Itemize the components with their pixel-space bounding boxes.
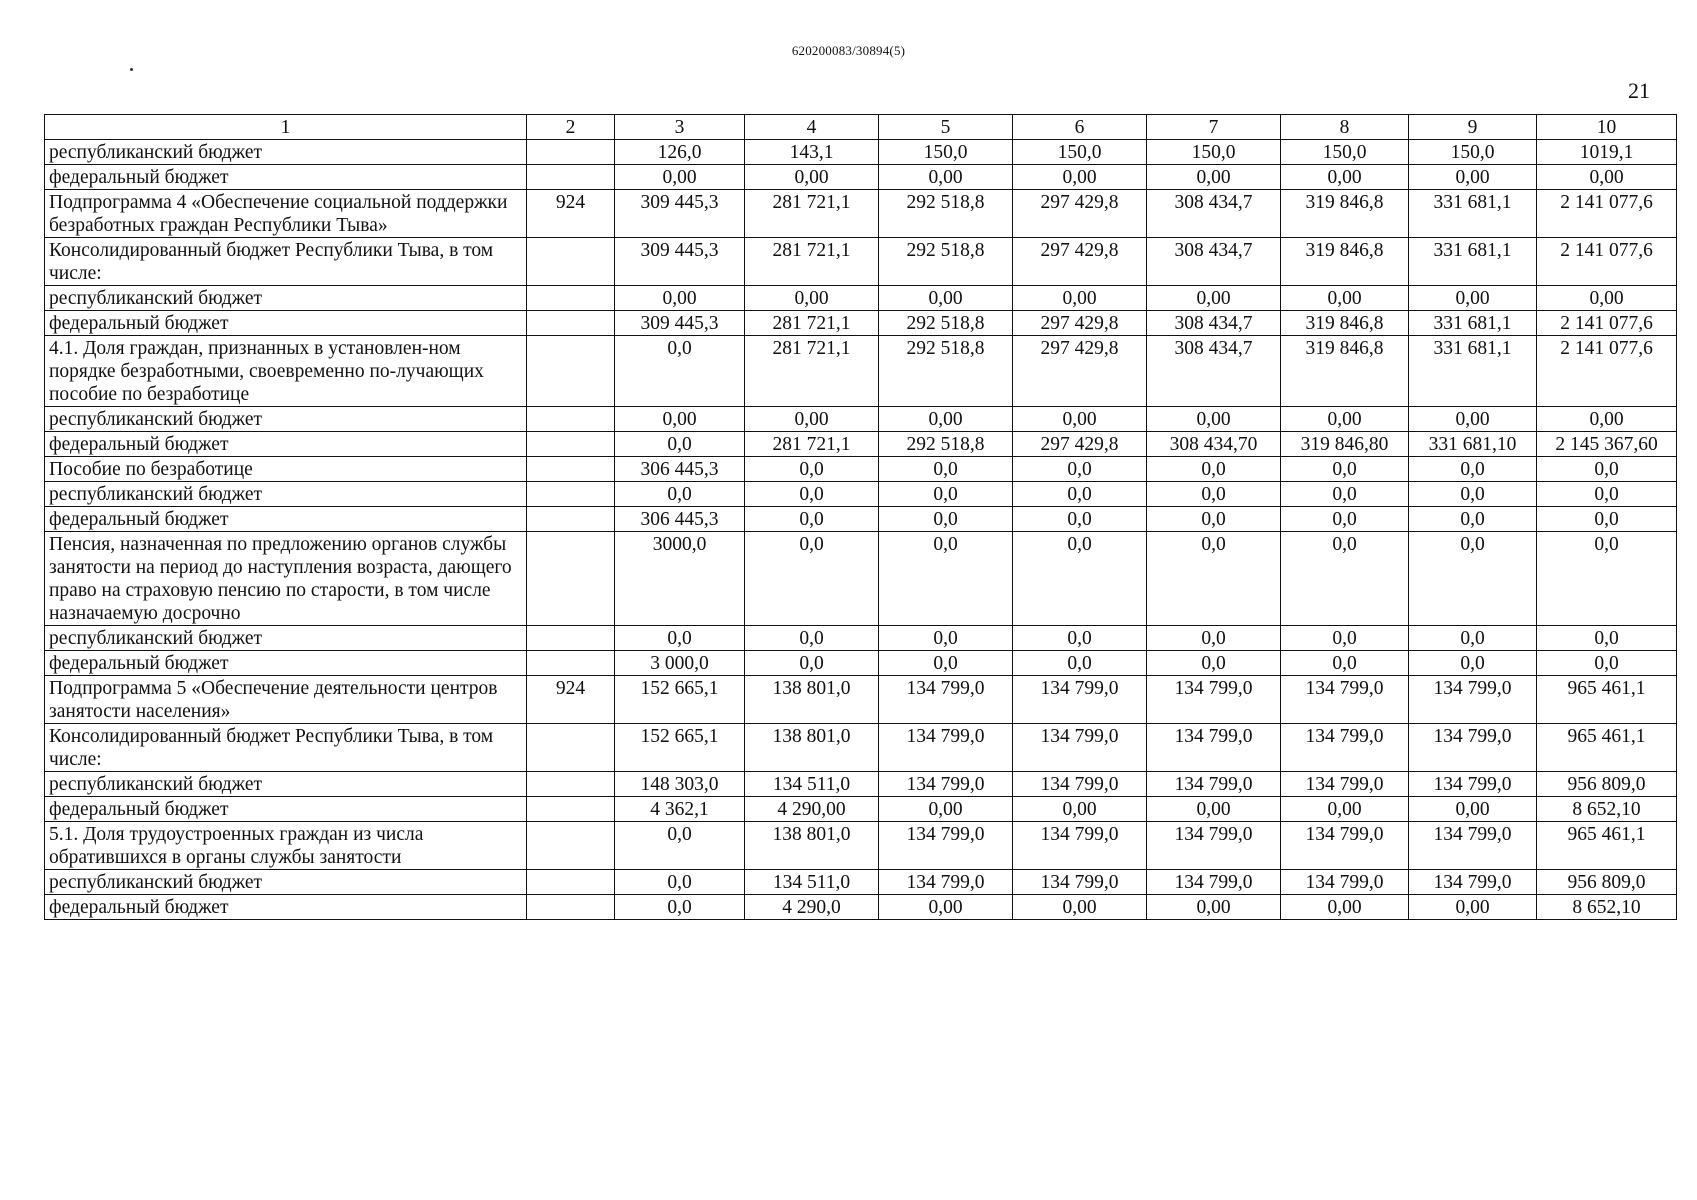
row-code <box>527 457 615 482</box>
row-value: 0,0 <box>879 482 1013 507</box>
page-number: 21 <box>1628 78 1650 103</box>
row-value: 309 445,3 <box>615 311 745 336</box>
row-value: 292 518,8 <box>879 311 1013 336</box>
row-value: 0,0 <box>1409 532 1537 626</box>
row-value: 0,00 <box>615 165 745 190</box>
row-value: 292 518,8 <box>879 432 1013 457</box>
row-value: 0,00 <box>615 407 745 432</box>
row-value: 2 145 367,60 <box>1537 432 1677 457</box>
row-value: 4 290,00 <box>745 797 879 822</box>
row-value: 319 846,80 <box>1281 432 1409 457</box>
row-value: 0,0 <box>1281 532 1409 626</box>
row-value: 134 799,0 <box>879 870 1013 895</box>
table-row <box>45 165 1677 190</box>
row-value: 956 809,0 <box>1537 870 1677 895</box>
row-value: 134 511,0 <box>745 772 879 797</box>
row-value: 134 799,0 <box>1013 676 1147 724</box>
row-value: 297 429,8 <box>1013 190 1147 238</box>
row-value: 0,00 <box>1409 895 1537 920</box>
row-value: 134 799,0 <box>1409 822 1537 870</box>
row-code <box>527 286 615 311</box>
row-value: 134 799,0 <box>1013 870 1147 895</box>
row-value: 0,00 <box>879 165 1013 190</box>
row-value: 150,0 <box>879 140 1013 165</box>
row-label: 4.1. Доля граждан, признанных в установлен-ном порядке безработными, своевременно по-лучающих пособие по безработице <box>45 336 527 407</box>
table-row <box>45 311 1677 336</box>
row-value: 0,0 <box>879 651 1013 676</box>
row-value: 134 799,0 <box>1409 724 1537 772</box>
row-value: 0,0 <box>1281 651 1409 676</box>
row-value: 956 809,0 <box>1537 772 1677 797</box>
row-value: 2 141 077,6 <box>1537 311 1677 336</box>
row-value: 0,00 <box>1013 797 1147 822</box>
table-row <box>45 407 1677 432</box>
header-cell: 8 <box>1281 115 1409 140</box>
row-value: 297 429,8 <box>1013 311 1147 336</box>
row-label: 5.1. Доля трудоустроенных граждан из числа обратившихся в органы службы занятости <box>45 822 527 870</box>
row-label: Подпрограмма 4 «Обеспечение социальной поддержки безработных граждан Республики Тыва» <box>45 190 527 238</box>
row-value: 965 461,1 <box>1537 676 1677 724</box>
row-value: 0,0 <box>745 457 879 482</box>
row-label: федеральный бюджет <box>45 165 527 190</box>
table-row <box>45 797 1677 822</box>
table-row <box>45 482 1677 507</box>
row-value: 0,00 <box>745 407 879 432</box>
row-value: 0,0 <box>1147 482 1281 507</box>
row-value: 331 681,1 <box>1409 238 1537 286</box>
table-row <box>45 336 1677 407</box>
row-label: федеральный бюджет <box>45 507 527 532</box>
row-label: федеральный бюджет <box>45 311 527 336</box>
row-code <box>527 626 615 651</box>
row-value: 292 518,8 <box>879 238 1013 286</box>
row-value: 0,00 <box>1013 895 1147 920</box>
row-value: 134 799,0 <box>879 822 1013 870</box>
row-label: республиканский бюджет <box>45 870 527 895</box>
table-body <box>45 115 1677 920</box>
row-value: 0,0 <box>615 432 745 457</box>
row-code <box>527 140 615 165</box>
row-value: 134 799,0 <box>1147 772 1281 797</box>
row-value: 0,0 <box>1013 651 1147 676</box>
row-value: 0,0 <box>1537 651 1677 676</box>
row-value: 319 846,8 <box>1281 190 1409 238</box>
row-label: республиканский бюджет <box>45 140 527 165</box>
header-cell: 9 <box>1409 115 1537 140</box>
row-value: 0,0 <box>1147 532 1281 626</box>
header-cell: 1 <box>45 115 527 140</box>
row-value: 0,0 <box>1013 482 1147 507</box>
row-code <box>527 772 615 797</box>
row-value: 0,00 <box>1013 407 1147 432</box>
row-value: 0,0 <box>745 507 879 532</box>
row-value: 2 141 077,6 <box>1537 336 1677 407</box>
row-code <box>527 507 615 532</box>
row-value: 0,0 <box>1147 651 1281 676</box>
row-value: 0,0 <box>1281 626 1409 651</box>
header-cell: 4 <box>745 115 879 140</box>
row-value: 134 799,0 <box>1281 772 1409 797</box>
row-value: 331 681,1 <box>1409 190 1537 238</box>
row-value: 281 721,1 <box>745 432 879 457</box>
row-value: 319 846,8 <box>1281 238 1409 286</box>
row-code <box>527 311 615 336</box>
header-cell: 3 <box>615 115 745 140</box>
row-value: 3 000,0 <box>615 651 745 676</box>
row-label: федеральный бюджет <box>45 895 527 920</box>
row-value: 306 445,3 <box>615 457 745 482</box>
row-value: 319 846,8 <box>1281 336 1409 407</box>
header-cell: 2 <box>527 115 615 140</box>
row-value: 331 681,1 <box>1409 311 1537 336</box>
row-value: 134 799,0 <box>1281 724 1409 772</box>
row-value: 134 799,0 <box>1409 870 1537 895</box>
row-value: 292 518,8 <box>879 336 1013 407</box>
header-row <box>45 115 1677 140</box>
row-value: 297 429,8 <box>1013 432 1147 457</box>
row-value: 0,0 <box>615 336 745 407</box>
row-code <box>527 407 615 432</box>
row-value: 148 303,0 <box>615 772 745 797</box>
row-code <box>527 822 615 870</box>
row-value: 0,00 <box>879 797 1013 822</box>
row-value: 0,00 <box>1281 895 1409 920</box>
row-value: 0,0 <box>879 457 1013 482</box>
document-id: 620200083/30894(5) <box>791 43 906 58</box>
row-value: 0,00 <box>1409 286 1537 311</box>
row-value: 965 461,1 <box>1537 822 1677 870</box>
row-value: 4 290,0 <box>745 895 879 920</box>
row-value: 0,0 <box>1537 507 1677 532</box>
table-row <box>45 772 1677 797</box>
row-value: 3000,0 <box>615 532 745 626</box>
row-value: 0,0 <box>1409 482 1537 507</box>
row-value: 0,00 <box>879 895 1013 920</box>
scan-speck <box>130 68 133 71</box>
row-value: 134 799,0 <box>1281 822 1409 870</box>
row-value: 0,0 <box>615 822 745 870</box>
table-row <box>45 432 1677 457</box>
row-value: 0,00 <box>1147 407 1281 432</box>
row-value: 0,0 <box>1013 532 1147 626</box>
row-value: 331 681,1 <box>1409 336 1537 407</box>
row-value: 0,00 <box>879 407 1013 432</box>
row-value: 134 799,0 <box>1013 772 1147 797</box>
row-value: 134 799,0 <box>1147 724 1281 772</box>
row-value: 309 445,3 <box>615 190 745 238</box>
row-code <box>527 895 615 920</box>
row-value: 0,00 <box>1409 797 1537 822</box>
row-value: 308 434,7 <box>1147 336 1281 407</box>
table-row <box>45 190 1677 238</box>
row-label: Пенсия, назначенная по предложению органов службы занятости на период до наступления возраста, дающего право на страховую пенсию по старости, в том числе назначаемую досрочно <box>45 532 527 626</box>
row-value: 134 799,0 <box>879 724 1013 772</box>
row-value: 0,0 <box>1147 507 1281 532</box>
row-value: 308 434,7 <box>1147 311 1281 336</box>
row-label: федеральный бюджет <box>45 651 527 676</box>
row-value: 0,0 <box>1537 457 1677 482</box>
row-label: Консолидированный бюджет Республики Тыва, в том числе: <box>45 238 527 286</box>
row-code <box>527 724 615 772</box>
row-value: 0,00 <box>1537 286 1677 311</box>
row-value: 134 799,0 <box>1281 676 1409 724</box>
row-value: 150,0 <box>1281 140 1409 165</box>
row-value: 0,0 <box>1409 651 1537 676</box>
row-value: 138 801,0 <box>745 676 879 724</box>
row-label: федеральный бюджет <box>45 797 527 822</box>
row-value: 0,0 <box>615 895 745 920</box>
row-value: 143,1 <box>745 140 879 165</box>
row-value: 0,00 <box>745 286 879 311</box>
row-value: 0,0 <box>1281 482 1409 507</box>
row-value: 8 652,10 <box>1537 895 1677 920</box>
row-value: 0,0 <box>1409 626 1537 651</box>
row-value: 134 511,0 <box>745 870 879 895</box>
row-value: 308 434,7 <box>1147 190 1281 238</box>
row-value: 138 801,0 <box>745 822 879 870</box>
row-value: 0,00 <box>1281 407 1409 432</box>
row-label: республиканский бюджет <box>45 482 527 507</box>
row-value: 2 141 077,6 <box>1537 190 1677 238</box>
table-row <box>45 724 1677 772</box>
row-value: 0,00 <box>1537 407 1677 432</box>
row-value: 0,00 <box>1147 797 1281 822</box>
row-value: 0,0 <box>879 507 1013 532</box>
row-value: 134 799,0 <box>1281 870 1409 895</box>
row-value: 0,0 <box>745 651 879 676</box>
row-code <box>527 165 615 190</box>
row-value: 0,0 <box>879 626 1013 651</box>
row-label: республиканский бюджет <box>45 407 527 432</box>
row-value: 0,00 <box>1537 165 1677 190</box>
table-row <box>45 286 1677 311</box>
row-code: 924 <box>527 190 615 238</box>
row-value: 281 721,1 <box>745 238 879 286</box>
row-value: 0,00 <box>1409 165 1537 190</box>
row-code <box>527 651 615 676</box>
row-value: 0,00 <box>879 286 1013 311</box>
row-value: 150,0 <box>1409 140 1537 165</box>
row-value: 281 721,1 <box>745 336 879 407</box>
header-cell: 7 <box>1147 115 1281 140</box>
row-code <box>527 336 615 407</box>
row-value: 134 799,0 <box>1013 724 1147 772</box>
row-value: 1019,1 <box>1537 140 1677 165</box>
row-value: 0,00 <box>1013 286 1147 311</box>
header-cell: 5 <box>879 115 1013 140</box>
row-value: 0,00 <box>1409 407 1537 432</box>
row-value: 0,00 <box>1147 165 1281 190</box>
table-row <box>45 238 1677 286</box>
row-value: 0,0 <box>1537 482 1677 507</box>
row-value: 309 445,3 <box>615 238 745 286</box>
row-value: 0,0 <box>1013 457 1147 482</box>
row-value: 126,0 <box>615 140 745 165</box>
row-label: республиканский бюджет <box>45 626 527 651</box>
row-value: 0,0 <box>1281 507 1409 532</box>
row-value: 0,0 <box>745 482 879 507</box>
row-value: 8 652,10 <box>1537 797 1677 822</box>
row-value: 134 799,0 <box>1013 822 1147 870</box>
row-value: 150,0 <box>1013 140 1147 165</box>
row-value: 306 445,3 <box>615 507 745 532</box>
row-value: 331 681,10 <box>1409 432 1537 457</box>
row-value: 308 434,70 <box>1147 432 1281 457</box>
row-value: 0,00 <box>1281 797 1409 822</box>
row-value: 0,00 <box>1013 165 1147 190</box>
row-value: 281 721,1 <box>745 311 879 336</box>
row-value: 134 799,0 <box>879 676 1013 724</box>
row-value: 134 799,0 <box>1147 822 1281 870</box>
table-row <box>45 626 1677 651</box>
row-value: 4 362,1 <box>615 797 745 822</box>
row-value: 0,0 <box>879 532 1013 626</box>
row-value: 0,00 <box>1147 286 1281 311</box>
row-value: 0,0 <box>1281 457 1409 482</box>
row-code <box>527 482 615 507</box>
table-row <box>45 140 1677 165</box>
table-row <box>45 651 1677 676</box>
row-value: 0,0 <box>1537 532 1677 626</box>
header-cell: 10 <box>1537 115 1677 140</box>
row-value: 0,00 <box>615 286 745 311</box>
row-value: 0,0 <box>745 626 879 651</box>
row-value: 0,00 <box>745 165 879 190</box>
table-row <box>45 532 1677 626</box>
row-label: Пособие по безработице <box>45 457 527 482</box>
row-label: федеральный бюджет <box>45 432 527 457</box>
row-value: 965 461,1 <box>1537 724 1677 772</box>
row-value: 0,0 <box>1409 457 1537 482</box>
row-value: 0,0 <box>1013 507 1147 532</box>
row-label: Подпрограмма 5 «Обеспечение деятельности центров занятости населения» <box>45 676 527 724</box>
table-row <box>45 870 1677 895</box>
row-code <box>527 432 615 457</box>
row-code <box>527 797 615 822</box>
row-value: 134 799,0 <box>1409 676 1537 724</box>
table-row <box>45 507 1677 532</box>
row-code <box>527 238 615 286</box>
row-value: 0,00 <box>1281 165 1409 190</box>
row-value: 138 801,0 <box>745 724 879 772</box>
row-value: 152 665,1 <box>615 676 745 724</box>
row-value: 0,00 <box>1147 895 1281 920</box>
row-value: 0,00 <box>1281 286 1409 311</box>
header-cell: 6 <box>1013 115 1147 140</box>
row-value: 0,0 <box>615 626 745 651</box>
row-value: 0,0 <box>1147 626 1281 651</box>
row-value: 134 799,0 <box>1147 870 1281 895</box>
row-value: 134 799,0 <box>1409 772 1537 797</box>
row-value: 134 799,0 <box>879 772 1013 797</box>
row-value: 0,0 <box>745 532 879 626</box>
row-label: Консолидированный бюджет Республики Тыва, в том числе: <box>45 724 527 772</box>
row-value: 319 846,8 <box>1281 311 1409 336</box>
row-label: республиканский бюджет <box>45 286 527 311</box>
row-label: республиканский бюджет <box>45 772 527 797</box>
table-row <box>45 895 1677 920</box>
table-row <box>45 676 1677 724</box>
row-code: 924 <box>527 676 615 724</box>
row-value: 0,0 <box>1537 626 1677 651</box>
row-value: 0,0 <box>1409 507 1537 532</box>
budget-table <box>44 114 1677 920</box>
row-value: 0,0 <box>1013 626 1147 651</box>
row-value: 0,0 <box>615 870 745 895</box>
row-value: 281 721,1 <box>745 190 879 238</box>
row-value: 2 141 077,6 <box>1537 238 1677 286</box>
table-row <box>45 457 1677 482</box>
row-code <box>527 532 615 626</box>
row-value: 292 518,8 <box>879 190 1013 238</box>
row-value: 297 429,8 <box>1013 238 1147 286</box>
row-value: 308 434,7 <box>1147 238 1281 286</box>
row-value: 297 429,8 <box>1013 336 1147 407</box>
row-value: 0,0 <box>1147 457 1281 482</box>
row-value: 150,0 <box>1147 140 1281 165</box>
row-value: 152 665,1 <box>615 724 745 772</box>
row-code <box>527 870 615 895</box>
row-value: 134 799,0 <box>1147 676 1281 724</box>
table-row <box>45 822 1677 870</box>
row-value: 0,0 <box>615 482 745 507</box>
